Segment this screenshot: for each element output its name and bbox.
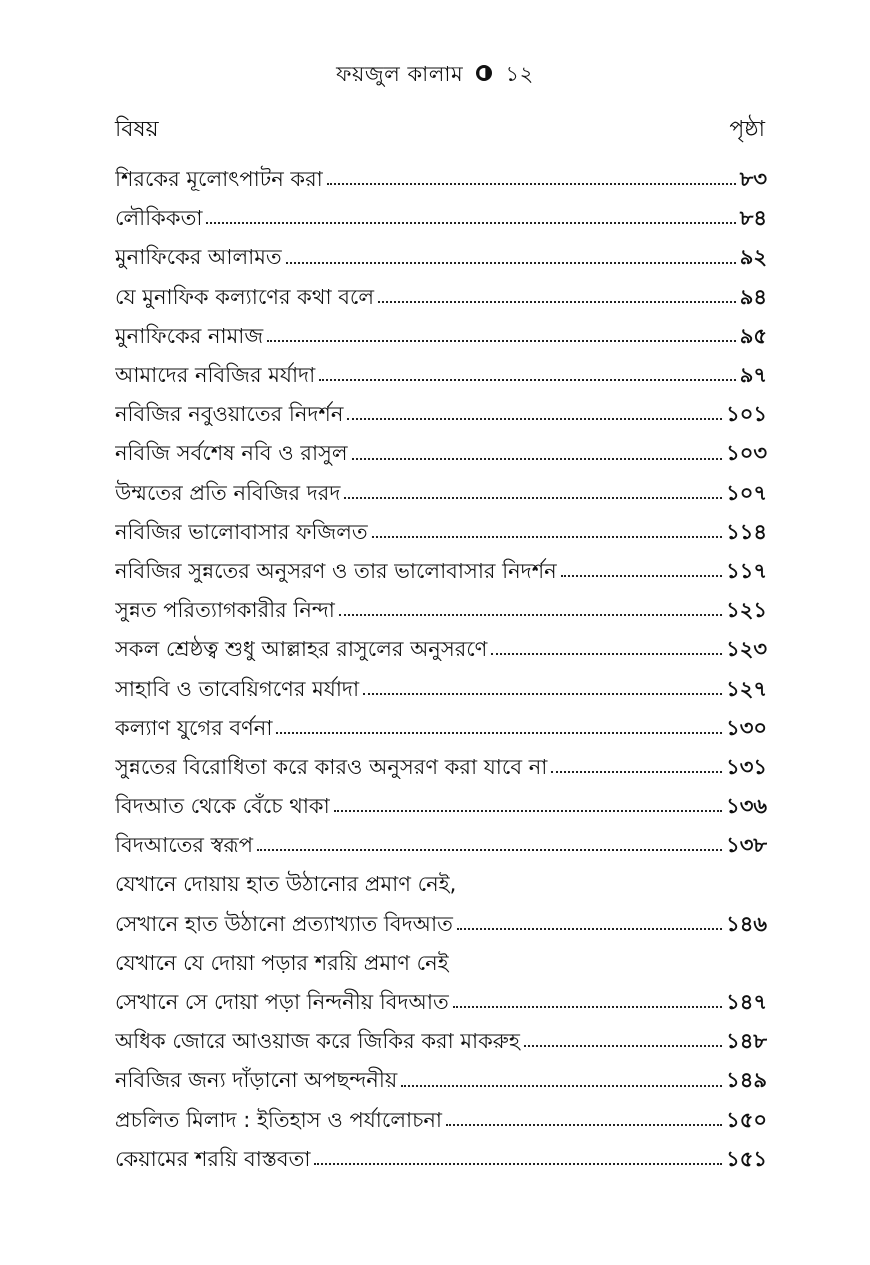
dot-leader <box>314 1163 722 1165</box>
toc-entry[interactable] <box>115 975 767 1014</box>
toc-entry-page: ১০৭ <box>726 480 767 505</box>
toc-entry-page: ১৪৭ <box>726 990 767 1015</box>
dot-leader <box>363 693 722 695</box>
toc-entry[interactable] <box>115 544 767 583</box>
toc-entry[interactable] <box>115 1132 767 1171</box>
toc-entry-page: ৯২ <box>739 245 767 270</box>
toc-entry-page: ১২১ <box>726 598 767 623</box>
toc-entry[interactable] <box>115 661 767 700</box>
toc-entry[interactable] <box>115 622 767 661</box>
toc-entry-page: ৮৩ <box>739 167 767 192</box>
toc-entry[interactable] <box>115 387 767 426</box>
toc-entry[interactable] <box>115 426 767 465</box>
toc-entry-title: যে মুনাফিক কল্যাণের কথা বলে <box>115 284 375 309</box>
toc-entry-title: উম্মতের প্রতি নবিজির দরদ <box>115 480 341 505</box>
dot-leader <box>276 732 722 734</box>
dot-leader <box>561 575 722 577</box>
toc-entry-title: সাহাবি ও তাবেয়িগণের মর্যাদা <box>115 676 360 701</box>
dot-leader <box>352 458 722 460</box>
dot-leader <box>286 262 736 264</box>
dot-leader <box>372 536 722 538</box>
toc-entry[interactable] <box>115 152 767 191</box>
toc-entry[interactable] <box>115 309 767 348</box>
toc-entry[interactable] <box>115 270 767 309</box>
toc-entry-page: ১১৪ <box>726 519 767 544</box>
toc-entry-page: ১৩৮ <box>726 833 767 858</box>
toc-entry[interactable] <box>115 857 767 896</box>
toc-entry-title: কেয়ামের শরয়ি বাস্তবতা <box>115 1146 311 1171</box>
toc-entry[interactable] <box>115 1053 767 1092</box>
toc-entry[interactable] <box>115 466 767 505</box>
page-number: ১২ <box>505 62 534 86</box>
toc-entry-title: নবিজির নবুওয়াতের নিদর্শন <box>115 402 344 427</box>
toc-entry-page: ১৫০ <box>726 1107 767 1132</box>
toc-entry-title: বিদআতের স্বরূপ <box>115 833 253 858</box>
dot-leader <box>347 418 722 420</box>
toc-entry-page: ১০৩ <box>726 441 767 466</box>
toc-entry-page: ১৫১ <box>726 1146 767 1171</box>
toc-entry-title: সুন্নত পরিত্যাগকারীর নিন্দা <box>115 598 335 623</box>
toc-entry[interactable] <box>115 348 767 387</box>
toc-entry[interactable] <box>115 740 767 779</box>
toc-entry-title: নবিজির ভালোবাসার ফজিলত <box>115 519 368 544</box>
toc-entry-title: লৌকিকতা <box>115 206 203 231</box>
toc-entry-page: ৮৪ <box>739 206 767 231</box>
toc-entry-title: সকল শ্রেষ্ঠত্ব শুধু আল্লাহর রাসুলের অনুসরণে <box>115 637 488 662</box>
dot-leader <box>524 1045 722 1047</box>
dot-leader <box>344 497 722 499</box>
page-column-header: পৃষ্ঠা <box>729 117 765 142</box>
dot-leader <box>457 928 722 930</box>
toc-entry[interactable] <box>115 1014 767 1053</box>
toc-entry-title: শিরকের মূলোৎপাটন করা <box>115 167 323 192</box>
toc-entry-title: মুনাফিকের আলামত <box>115 245 282 270</box>
toc-entry-title: নবিজির সুন্নতের অনুসরণ ও তার ভালোবাসার নিদর্শন <box>115 558 557 583</box>
dot-leader <box>491 653 722 655</box>
toc-entry-title: যেখানে যে দোয়া পড়ার শরয়ি প্রমাণ নেই <box>115 950 449 975</box>
toc-entry-page: ১০১ <box>726 402 767 427</box>
toc-entry-page: ১২৩ <box>726 637 767 662</box>
subject-column-header: বিষয় <box>115 117 159 142</box>
toc-entry-page: ১২৭ <box>726 676 767 701</box>
toc-entry-title: নবিজির জন্য দাঁড়ানো অপছন্দনীয় <box>115 1068 398 1093</box>
toc-entry-page: ১৩০ <box>726 715 767 740</box>
toc-entry-title: আমাদের নবিজির মর্যাদা <box>115 363 316 388</box>
dot-leader <box>267 340 736 342</box>
toc-entry-title: নবিজি সর্বশেষ নবি ও রাসুল <box>115 441 348 466</box>
dot-leader <box>206 222 735 224</box>
dot-leader <box>334 810 722 812</box>
toc-entry-page: ৯৭ <box>739 363 767 388</box>
toc-entry-page: ৯৪ <box>739 284 767 309</box>
table-of-contents <box>115 152 767 1171</box>
toc-entry[interactable] <box>115 583 767 622</box>
dot-leader <box>453 1006 722 1008</box>
column-headers <box>115 112 765 149</box>
toc-entry-page: ১৩১ <box>726 754 767 779</box>
toc-entry-title: সেখানে হাত উঠানো প্রত্যাখ্যাত বিদআত <box>115 911 453 936</box>
toc-entry[interactable] <box>115 818 767 857</box>
toc-entry[interactable] <box>115 701 767 740</box>
toc-entry-page: ৯৫ <box>739 323 767 348</box>
toc-entry[interactable] <box>115 779 767 818</box>
book-title: ফয়জুল কালাম <box>336 62 464 86</box>
toc-entry-page: ১৩৬ <box>726 794 767 819</box>
toc-entry[interactable] <box>115 191 767 230</box>
toc-entry-title: প্রচলিত মিলাদ : ইতিহাস ও পর্যালোচনা <box>115 1107 443 1132</box>
toc-entry[interactable] <box>115 505 767 544</box>
toc-entry-title: কল্যাণ যুগের বর্ণনা <box>115 715 273 740</box>
dot-leader <box>257 849 722 851</box>
toc-entry[interactable] <box>115 1093 767 1132</box>
running-head <box>0 58 870 93</box>
toc-entry-title: যেখানে দোয়ায় হাত উঠানোর প্রমাণ নেই, <box>115 872 457 897</box>
toc-entry-page: ১৪৮ <box>726 1029 767 1054</box>
dot-leader <box>327 183 736 185</box>
toc-entry[interactable] <box>115 936 767 975</box>
dot-leader <box>446 1124 722 1126</box>
toc-entry-title: অধিক জোরে আওয়াজ করে জিকির করা মাকরুহ <box>115 1029 520 1054</box>
dot-leader <box>319 379 736 381</box>
toc-entry-title: সেখানে সে দোয়া পড়া নিন্দনীয় বিদআত <box>115 990 449 1015</box>
dot-leader <box>339 614 722 616</box>
dot-leader <box>378 301 736 303</box>
toc-entry-page: ১৪৬ <box>726 911 767 936</box>
toc-entry-page: ১৪৯ <box>726 1068 767 1093</box>
toc-entry[interactable] <box>115 897 767 936</box>
toc-entry-page: ১১৭ <box>726 558 767 583</box>
toc-entry-title: সুন্নতের বিরোধিতা করে কারও অনুসরণ করা যাবে না <box>115 754 548 779</box>
half-circle-separator-icon <box>476 65 492 81</box>
dot-leader <box>551 771 722 773</box>
dot-leader <box>401 1085 722 1087</box>
toc-entry-title: মুনাফিকের নামাজ <box>115 323 264 348</box>
toc-entry-title: বিদআত থেকে বেঁচে থাকা <box>115 794 330 819</box>
toc-entry[interactable] <box>115 230 767 269</box>
